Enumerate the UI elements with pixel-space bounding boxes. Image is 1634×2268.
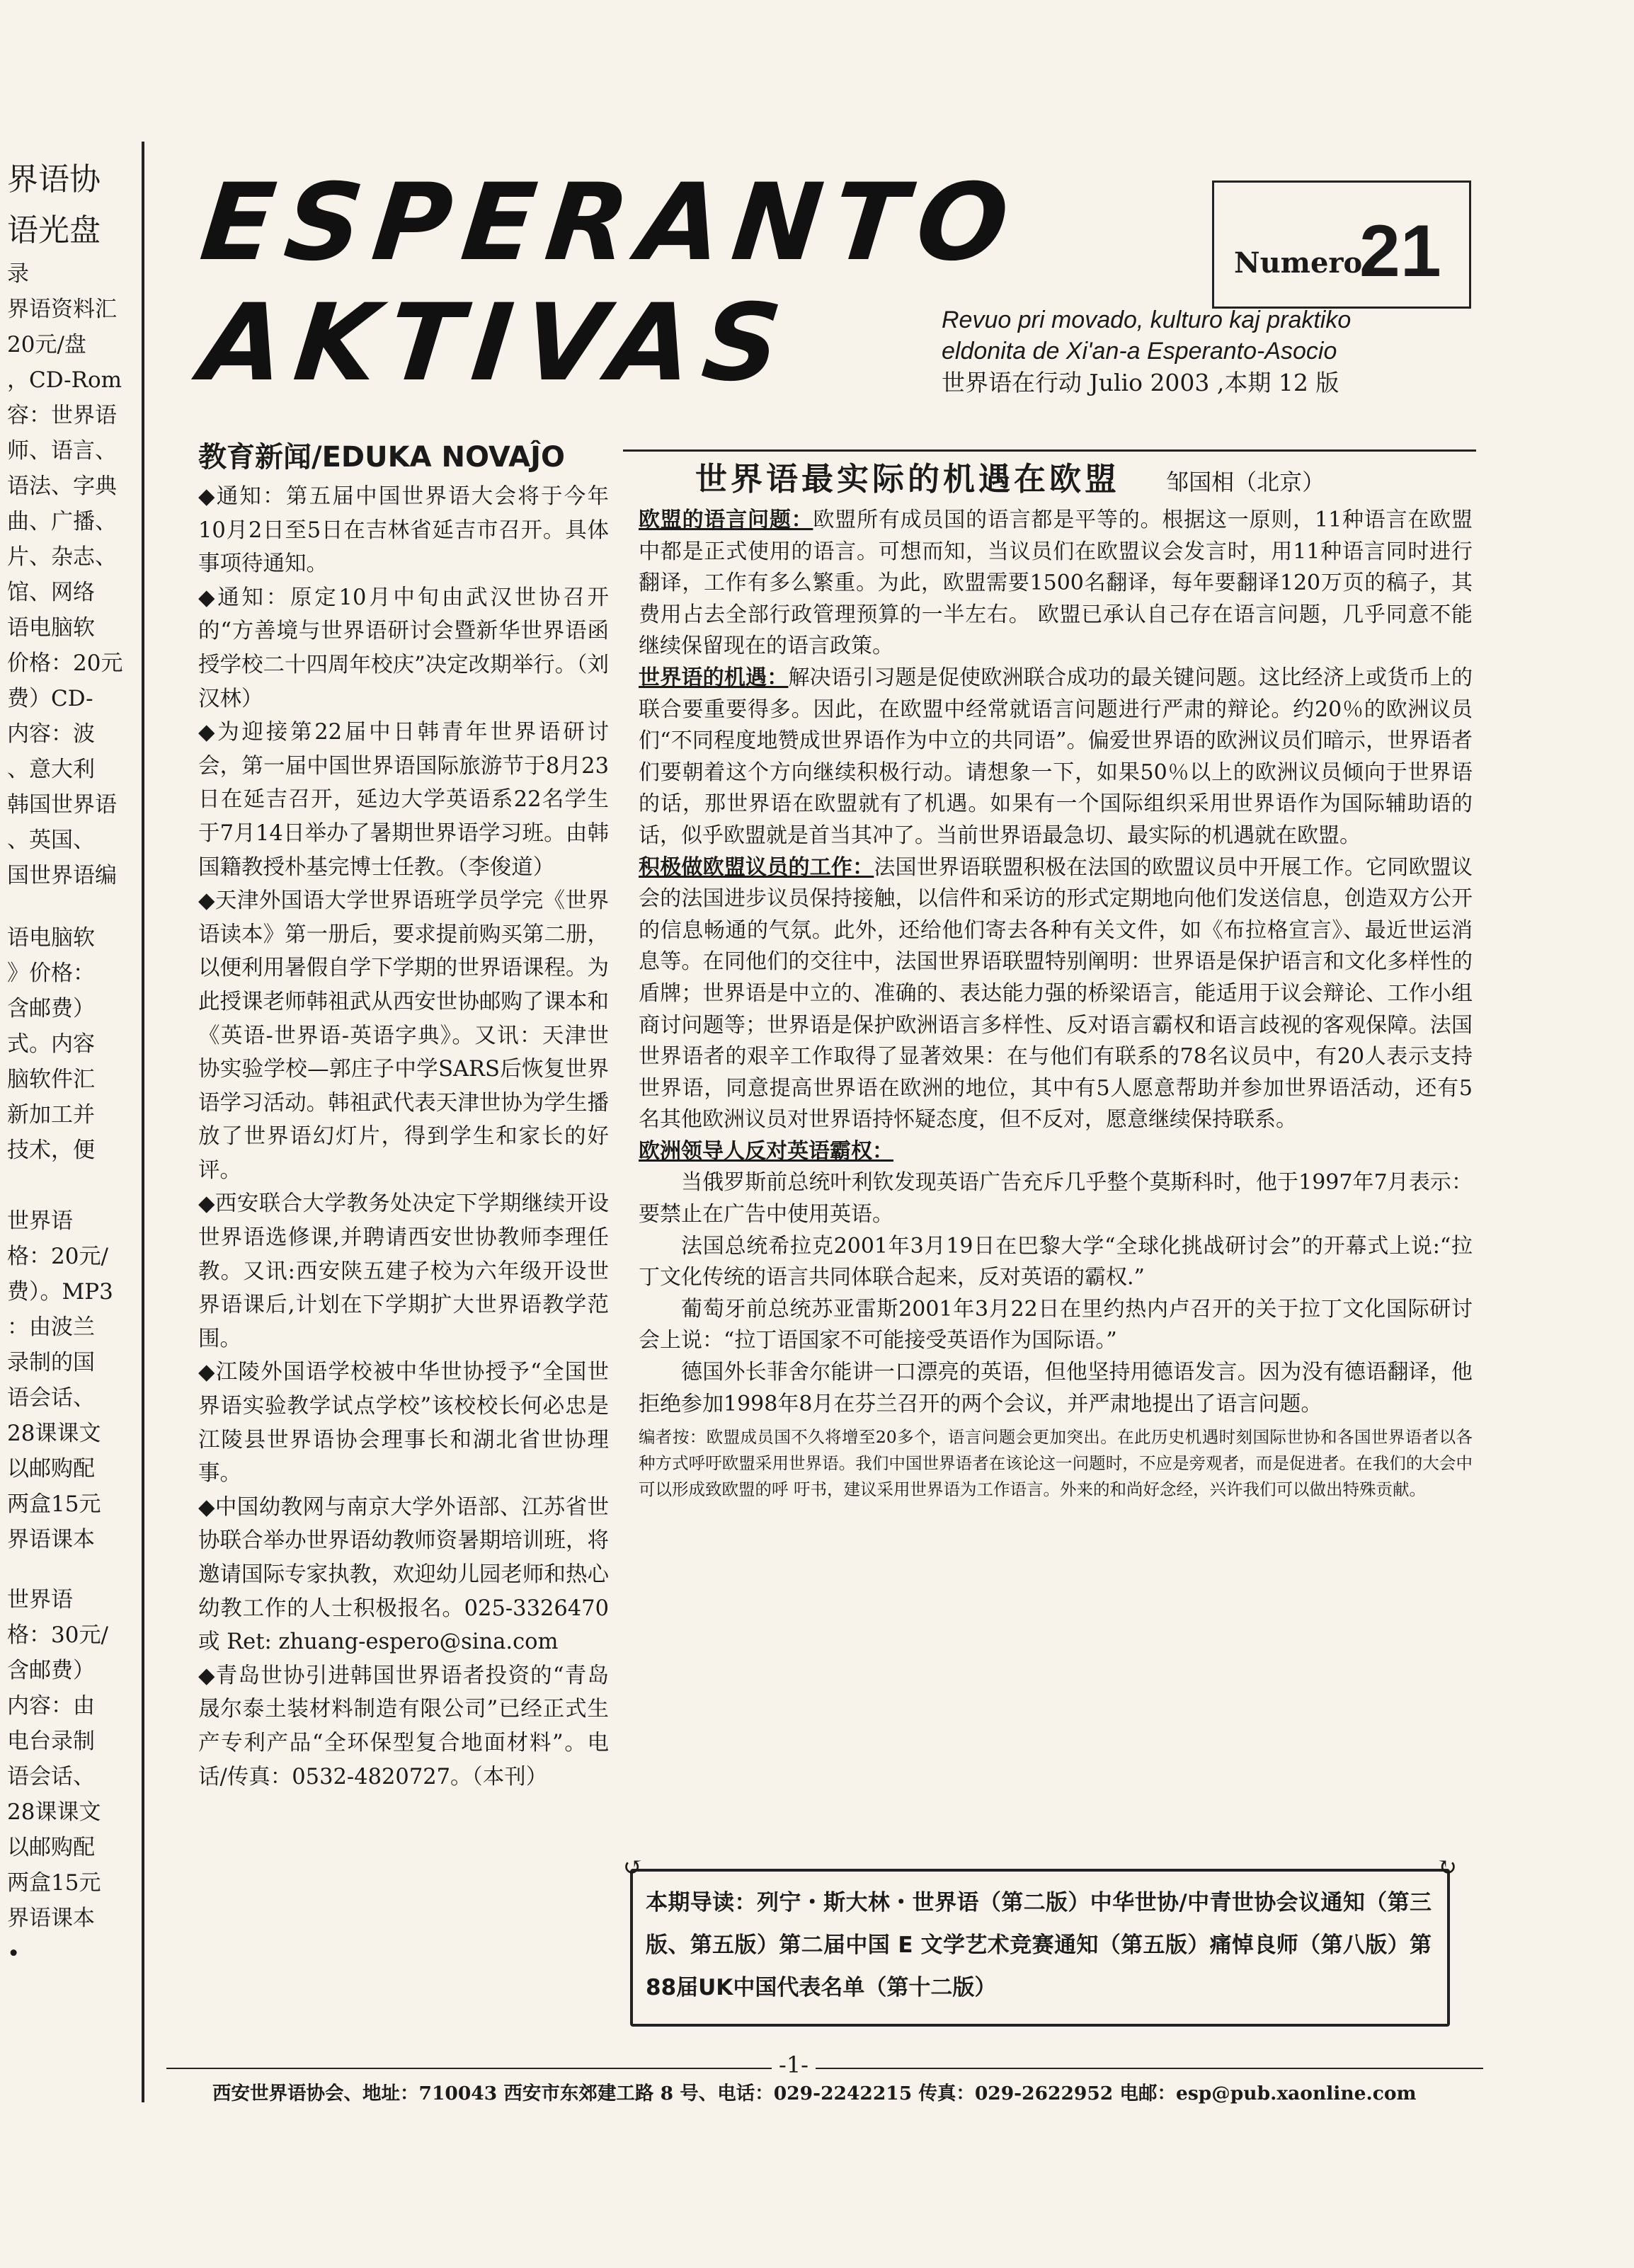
strip-line: ，CD-Rom <box>7 367 122 393</box>
paragraph-subheading: 世界语的机遇： <box>639 665 789 690</box>
strip-line: 曲、广播、 <box>7 509 117 534</box>
tagline-line1: Revuo pri movado, kulturo kaj praktiko <box>942 307 1352 333</box>
news-item: ◆通知：第五届中国世界语大会将于今年10月2日至5日在吉林省延吉市召开。具体事项待通知。 <box>198 484 609 577</box>
corner-curl-icon: ↺ <box>623 1853 644 1882</box>
article-title: 世界语最实际的机遇在欧盟 <box>695 460 1121 498</box>
strip-line: 》价格： <box>7 961 95 986</box>
strip-line: 语光盘 <box>7 212 101 248</box>
strip-line: 片、杂志、 <box>7 544 117 570</box>
strip-line: 格：30元/ <box>7 1622 108 1648</box>
news-list <box>198 480 609 1794</box>
strip-line: 电台录制 <box>7 1729 95 1754</box>
strip-line: ：由波兰 <box>7 1315 95 1340</box>
news-item: ◆西安联合大学教务处决定下学期继续开设世界语选修课,并聘请西安世协教师李理任教。又讯:西安陕五建子校为六年级开设世界语课后,计划在下学期扩大世界语教学范围。 <box>198 1191 609 1351</box>
strip-line: 脑软件汇 <box>7 1067 95 1092</box>
paragraph-text: 法国世界语联盟积极在法国的欧盟议员中开展工作。它同欧盟议会的法国进步议员保持接触，以信件和采访的形式定期地向他们发送信息，创造双方公开的信息畅通的气氛。此外，还给他们寄去各种有关文件，如《布拉格宣言》、最近世运消息等。在同他们的交往中，法国世界语联盟特别阐明：世界语是保护语言和文化多样性的盾牌；世界语是中立的、准确的、表达能力强的桥梁语言，能适用于议会辩论、工作小组商讨问题等；世界语是保护欧洲语言多样性、反对语言霸权和语言歧视的客观保障。法国世界语者的艰辛工作取得了显著效果：在与他们有联系的78名议员中，有20人表示支持世界语，同意提高世界语在欧洲的地位，其中有5人愿意帮助并参加世界语活动，还有5名其他欧洲议员对世界语持怀疑态度，但不反对，愿意继续保持联系。 <box>639 854 1473 1133</box>
footer-rule <box>166 2068 1483 2069</box>
strip-line: 界语协 <box>7 161 101 197</box>
issue-label: Numero <box>1234 246 1363 280</box>
strip-line: 价格：20元 <box>7 651 123 676</box>
strip-line: 录制的国 <box>7 1350 95 1375</box>
article-paragraph <box>639 852 1473 1136</box>
strip-line: 含邮费） <box>7 1658 95 1683</box>
paragraph-text: 解决语引习题是促使欧洲联合成功的最关键问题。这比经济上或货币上的联合要重要得多。因此，在欧盟中经常就语言问题进行严肃的辩论。约20％的欧洲议员们“不同程度地赞成世界语作为中立的共同语”。偏爱世界语的欧洲议员们暗示，世界语者们要朝着这个方向继续积极行动。请想象一下，如果50％以上的欧洲议员倾向于世界语的话，那世界语在欧盟就有了机遇。如果有一个国际组织采用世界语作为国际辅助语的话，似乎欧盟就是首当其冲了。当前世界语最急切、最实际的机遇就在欧盟。 <box>639 665 1473 848</box>
strip-block-low <box>7 1203 142 1557</box>
page-number: -1- <box>772 2051 816 2078</box>
main-article <box>639 453 1473 1503</box>
strip-line: 语电脑软 <box>7 615 95 641</box>
strip-line: 新加工并 <box>7 1102 95 1128</box>
strip-line: 以邮购配 <box>7 1456 95 1482</box>
strip-line: 费）。MP3 <box>7 1279 113 1305</box>
strip-line: 28课课文 <box>7 1421 101 1446</box>
paragraph-text: 欧盟所有成员国的语言都是平等的。根据这一原则，11种语言在欧盟中都是正式使用的语言。可想而知，当议员们在欧盟议会发言时，用11种语言同时进行翻译，工作有多么繁重。为此，欧盟需要1500名翻译，每年要翻译120万页的稿子，其费用占去全部行政管理预算的一半左右。 欧盟已承认自己存在语言问题，几乎同意不能继续保留现在的语言政策。 <box>639 508 1473 659</box>
strip-line: 费）CD- <box>7 686 93 711</box>
strip-line: 语会话、 <box>7 1764 95 1789</box>
article-author: 邹国相（北京） <box>1166 469 1325 496</box>
tagline-line3: 世界语在行动 Julio 2003 ,本期 12 版 <box>942 369 1339 396</box>
article-paragraph: 德国外长菲舍尔能讲一口漂亮的英语，但他坚持用德语发言。因为没有德语翻译，他拒绝参加1998年8月在芬兰召开的两个会议，并严肃地提出了语言问题。 <box>639 1360 1473 1416</box>
strip-line: 格：20元/ <box>7 1244 108 1269</box>
strip-block-top <box>7 154 142 893</box>
strip-line: 界语课本 <box>7 1527 95 1552</box>
education-news-column <box>198 437 609 1794</box>
strip-line: 两盒15元 <box>7 1491 101 1517</box>
news-item: ◆江陵外国语学校被中华世协授予“全国世界语实验教学试点学校”该校校长何必忠是江陵县世界语协会理事长和湖北省世协理事。 <box>198 1360 609 1487</box>
strip-line: 式。内容 <box>7 1031 95 1057</box>
paragraph-subheading: 积极做欧盟议员的工作： <box>639 854 874 880</box>
strip-line: 语电脑软 <box>7 925 95 951</box>
paragraph-subheading: 欧洲领导人反对英语霸权： <box>639 1138 893 1164</box>
strip-line: 录 <box>7 261 29 287</box>
strip-line: 语会话、 <box>7 1385 95 1411</box>
strip-line: 界语课本 <box>7 1906 95 1931</box>
strip-block-bottom <box>7 1582 142 1971</box>
column-divider <box>142 142 144 2102</box>
strip-line: 以邮购配 <box>7 1835 95 1860</box>
strip-line: 容：世界语 <box>7 403 117 428</box>
news-item: ◆为迎接第22届中日韩青年世界语研讨会，第一届中国世界语国际旅游节于8月23日在延吉召开，延边大学英语系22名学生于7月14日举办了暑期世界语学习班。由韩国籍教授朴基完博士任教。（李俊道） <box>198 720 609 880</box>
strip-line: 含邮费） <box>7 996 95 1021</box>
strip-line: 语法、字典 <box>7 474 117 499</box>
masthead-title-line2: AKTIVAS <box>195 282 798 405</box>
news-item: ◆中国幼教网与南京大学外语部、江苏省世协联合举办世界语幼教师资暑期培训班，将邀请国际专家执教，欢迎幼儿园老师和热心幼教工作的人士积极报名。025-3326470 或 Ret: zhuang-espero@sina.com <box>198 1494 609 1655</box>
strip-line: 韩国世界语 <box>7 792 117 818</box>
strip-line: 两盒15元 <box>7 1870 101 1896</box>
masthead-title-line1: ESPERANTO <box>195 161 1026 285</box>
article-body <box>639 505 1473 1420</box>
strip-line: 内容：波 <box>7 721 95 747</box>
strip-line: 界语资料汇 <box>7 297 117 322</box>
issue-number: 21 <box>1359 210 1441 292</box>
strip-line: 馆、网络 <box>7 580 95 605</box>
issue-guide-box <box>623 1853 1457 2027</box>
article-paragraph: 法国总统希拉克2001年3月19日在巴黎大学“全球化挑战研讨会”的开幕式上说:“拉丁文化传统的语言共同体联合起来，反对英语的霸权.” <box>639 1233 1473 1290</box>
left-cutoff-column <box>0 142 145 2102</box>
strip-line: • <box>7 1941 21 1966</box>
article-paragraph <box>639 663 1473 852</box>
section-heading: 教育新闻/EDUKA NOVAĴO <box>198 441 565 474</box>
strip-line: 、意大利 <box>7 757 95 782</box>
footer-contact: 西安世界语协会、地址：710043 西安市东郊建工路 8 号、电话：029-2242215 传真：029-2622952 电邮：esp@pub.xaonline.com <box>212 2083 1417 2104</box>
tagline-line2: eldonita de Xi'an-a Esperanto-Asocio <box>942 338 1337 365</box>
strip-line: 国世界语编 <box>7 863 117 888</box>
strip-line: 内容：由 <box>7 1693 95 1719</box>
strip-line: 师、语言、 <box>7 438 117 464</box>
editor-note: 编者按：欧盟成员国不久将增至20多个，语言问题会更加突出。在此历史机遇时刻国际世协和各国世界语者以各种方式呼吁欧盟采用世界语。我们中国世界语者在该论这一问题时，不应是旁观者，而是促进者。在我们的大会中可以形成致欧盟的呼 吁书，建议采用世界语为工作语言。外来的和尚好念经，兴许我们可以做出特殊贡献。 <box>639 1427 1473 1500</box>
article-paragraph: 葡萄牙前总统苏亚雷斯2001年3月22日在里约热内卢召开的关于拉丁文化国际研讨会上说：“拉丁语国家不可能接受英语作为国际语。” <box>639 1296 1473 1353</box>
tagline <box>942 304 1508 399</box>
paragraph-subheading: 欧盟的语言问题： <box>639 508 813 532</box>
issue-guide-text: 本期导读：列宁・斯大林・世界语（第二版）中华世协/中青世协会议通知（第三版、第五版）第二届中国 E 文学艺术竞赛通知（第五版）痛悼良师（第八版）第88届UK中国代表名单（第十二版） <box>646 1890 1432 2000</box>
strip-line: 世界语 <box>7 1587 73 1613</box>
article-subheading <box>639 1136 1473 1168</box>
strip-line: 20元/盘 <box>7 332 86 357</box>
article-paragraph <box>639 505 1473 663</box>
news-item: ◆青岛世协引进韩国世界语者投资的“青岛晟尔泰土装材料制造有限公司”已经正式生产专利产品“全环保型复合地面材料”。电话/传真：0532-4820727。（本刊） <box>198 1663 609 1789</box>
corner-curl-icon: ↻ <box>1436 1853 1457 1882</box>
article-paragraph: 当俄罗斯前总统叶利钦发现英语广告充斥几乎整个莫斯科时，他于1997年7月表示：要禁止在广告中使用英语。 <box>639 1170 1473 1227</box>
strip-line: 世界语 <box>7 1208 73 1234</box>
news-item: ◆通知：原定10月中旬由武汉世协召开的“方善境与世界语研讨会暨新华世界语函授学校二十四周年校庆”决定改期举行。（刘汉林） <box>198 585 609 711</box>
strip-block-mid <box>7 920 142 1168</box>
news-item: ◆天津外国语大学世界语班学员学完《世界语读本》第一册后，要求提前购买第二册，以便利用暑假自学下学期的世界语课程。为此授课老师韩祖武从西安世协邮购了课本和《英语-世界语-英语字典》。又讯：天津世协实验学校—郭庄子中学SARS后恢复世界语学习活动。韩祖武代表天津世协为学生播放了世界语幻灯片，得到学生和家长的好评。 <box>198 888 609 1183</box>
strip-line: 28课课文 <box>7 1799 101 1825</box>
strip-line: 技术，便 <box>7 1138 95 1163</box>
strip-line: 、英国、 <box>7 827 95 853</box>
masthead-rule <box>623 449 1476 452</box>
issue-number-box <box>1212 181 1471 309</box>
